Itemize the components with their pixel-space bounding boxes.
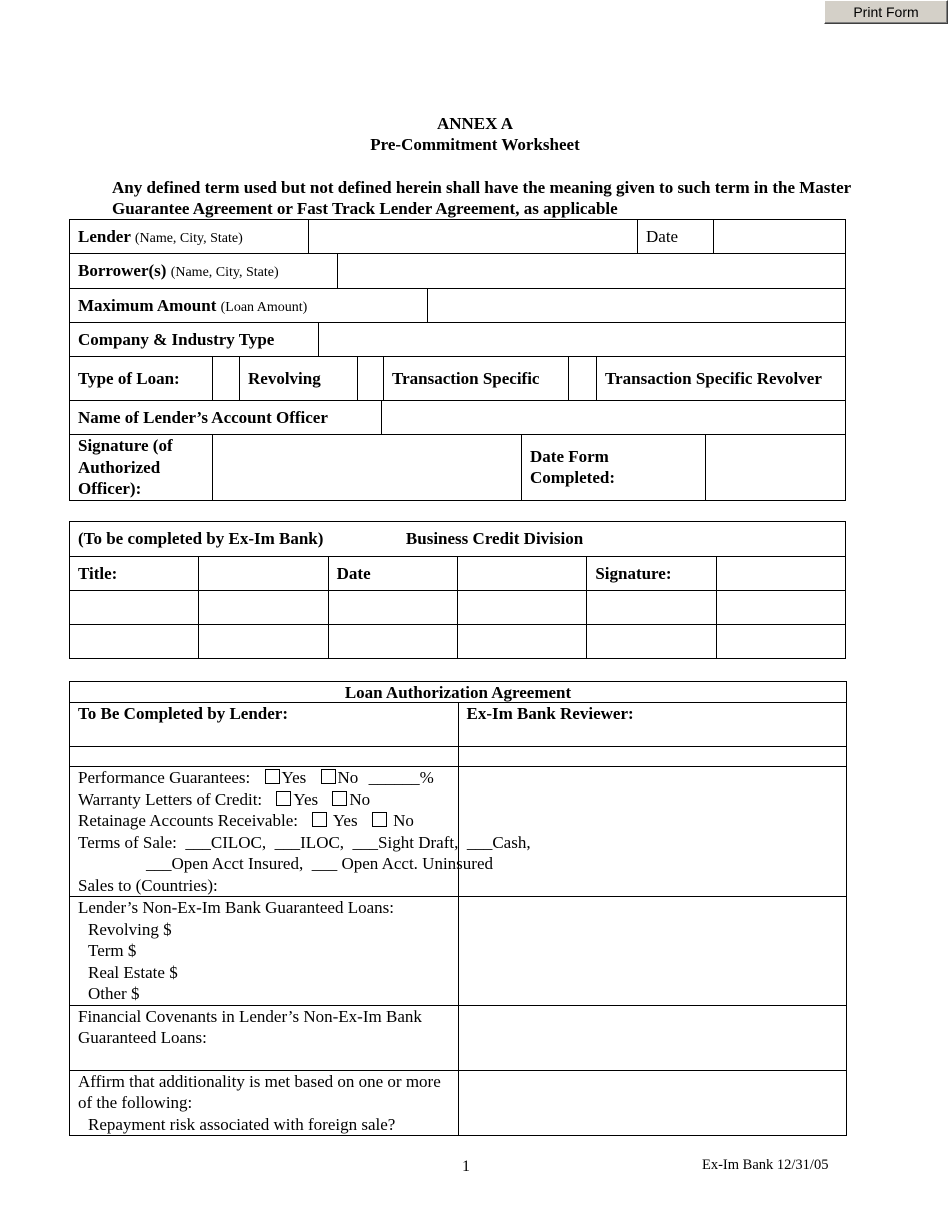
non-exim-loans-label: Lender’s Non-Ex-Im Bank Guaranteed Loans:: [78, 898, 394, 917]
max-amount-label-cell: Maximum Amount (Loan Amount): [70, 289, 428, 323]
real-estate-amount: Real Estate $: [88, 962, 178, 982]
other-amount: Other $: [88, 984, 140, 1003]
annex-heading: ANNEX A: [436, 114, 514, 133]
exim-header: [70, 522, 846, 557]
reviewer-cell[interactable]: [458, 767, 847, 897]
division-text: Business Credit Division: [405, 529, 584, 548]
signature-field[interactable]: [213, 435, 522, 501]
company-field[interactable]: [319, 323, 846, 357]
blank-cell[interactable]: [70, 625, 199, 659]
terms-of-sale-line-2: ___Open Acct Insured, ___ Open Acct. Uninsured: [146, 854, 494, 873]
blank-cell[interactable]: [587, 625, 716, 659]
document-id: Ex-Im Bank 12/31/05: [702, 1157, 829, 1173]
officer-row: [69, 400, 846, 435]
reviewer-cell[interactable]: [458, 1005, 847, 1070]
print-form-button[interactable]: Print Form: [824, 0, 948, 24]
exim-date-label: Date: [328, 557, 457, 591]
revolving-label: Revolving: [240, 357, 358, 401]
terms-of-sale-line: Terms of Sale: ___CILOC, ___ILOC, ___Sight Draft, ___Cash,: [78, 832, 531, 852]
loan-type-row: [69, 356, 846, 401]
lender-info-table: [69, 219, 846, 254]
borrower-label-cell: Borrower(s) (Name, City, State): [70, 254, 338, 289]
date-label: Date: [638, 220, 714, 254]
term-amount: Term $: [88, 941, 137, 960]
officer-label: Name of Lender’s Account Officer: [70, 401, 382, 435]
page-number: 1: [462, 1158, 470, 1175]
transaction-specific-checkbox[interactable]: [358, 357, 384, 401]
exim-signature-label: Signature:: [587, 557, 716, 591]
transaction-specific-label: Transaction Specific: [384, 357, 569, 401]
blank-cell[interactable]: [328, 591, 457, 625]
blank-cell[interactable]: [328, 625, 457, 659]
blank-cell[interactable]: [457, 625, 586, 659]
repayment-risk-label: Repayment risk associated with foreign sale?: [88, 1114, 396, 1134]
performance-guarantees-line: Performance Guarantees: Yes No ______%: [78, 768, 434, 787]
perf-yes-checkbox[interactable]: [265, 769, 280, 784]
lender-col-header: To Be Completed by Lender:: [70, 703, 459, 747]
signature-row: [69, 434, 846, 501]
sale-terms-cell: [70, 767, 531, 897]
title-label: Title:: [70, 557, 199, 591]
title-field[interactable]: [199, 557, 328, 591]
date-field[interactable]: [714, 220, 846, 254]
retainage-yes-checkbox[interactable]: [312, 812, 327, 827]
reviewer-cell[interactable]: [458, 1070, 847, 1136]
additionality-cell: [70, 1070, 459, 1136]
warranty-loc-line: Warranty Letters of Credit: Yes No: [78, 789, 371, 809]
sales-to-line: Sales to (Countries):: [78, 875, 218, 895]
ts-revolver-checkbox[interactable]: [569, 357, 597, 401]
perf-no-checkbox[interactable]: [321, 769, 336, 784]
exim-signature-field[interactable]: [716, 557, 845, 591]
blank-cell[interactable]: [199, 591, 328, 625]
reviewer-cell[interactable]: [458, 897, 847, 1006]
officer-field[interactable]: [382, 401, 846, 435]
warranty-no-checkbox[interactable]: [332, 791, 347, 806]
max-amount-row: [69, 288, 846, 323]
max-amount-field[interactable]: [428, 289, 846, 323]
ts-revolver-label: Transaction Specific Revolver: [597, 357, 846, 401]
covenants-cell: Financial Covenants in Lender’s Non-Ex-Im Bank Guaranteed Loans:: [70, 1005, 459, 1070]
blank-cell[interactable]: [458, 747, 847, 767]
intro-text: Any defined term used but not defined herein shall have the meaning given to such term in the Master Guarantee Agreement or Fast Track Lender Agreement, as applicable: [112, 178, 851, 218]
revolving-checkbox[interactable]: [213, 357, 240, 401]
blank-cell[interactable]: [457, 591, 586, 625]
loan-authorization-table: [69, 681, 847, 1136]
blank-cell[interactable]: [70, 591, 199, 625]
exim-table: [69, 521, 846, 659]
page-title: Pre-Commitment Worksheet: [370, 135, 580, 154]
borrower-field[interactable]: [338, 254, 846, 289]
revolving-amount: Revolving $: [88, 919, 172, 939]
blank-cell[interactable]: [70, 747, 459, 767]
loan-type-label: Type of Loan:: [70, 357, 213, 401]
blank-cell[interactable]: [716, 625, 845, 659]
reviewer-col-header: Ex-Im Bank Reviewer:: [458, 703, 847, 747]
loan-auth-heading: Loan Authorization Agreement: [70, 682, 847, 703]
date-completed-label: Date Form Completed:: [522, 435, 706, 501]
additionality-label: Affirm that additionality is met based on one or more of the following:: [78, 1071, 441, 1112]
completed-by-text: (To be completed by Ex-Im Bank): [78, 529, 324, 548]
lender-field[interactable]: [309, 220, 638, 254]
date-completed-field[interactable]: [706, 435, 846, 501]
signature-label: Signature (of Authorized Officer):: [70, 435, 213, 501]
borrower-row: [69, 253, 846, 289]
warranty-yes-checkbox[interactable]: [276, 791, 291, 806]
blank-cell[interactable]: [587, 591, 716, 625]
exim-date-field[interactable]: [457, 557, 586, 591]
company-row: [69, 322, 846, 357]
blank-cell[interactable]: [716, 591, 845, 625]
blank-cell[interactable]: [199, 625, 328, 659]
lender-label-cell: Lender (Name, City, State): [70, 220, 309, 254]
retainage-no-checkbox[interactable]: [372, 812, 387, 827]
non-exim-loans-cell: [70, 897, 459, 1006]
company-label: Company & Industry Type: [70, 323, 319, 357]
retainage-line: Retainage Accounts Receivable: Yes No: [78, 811, 414, 830]
